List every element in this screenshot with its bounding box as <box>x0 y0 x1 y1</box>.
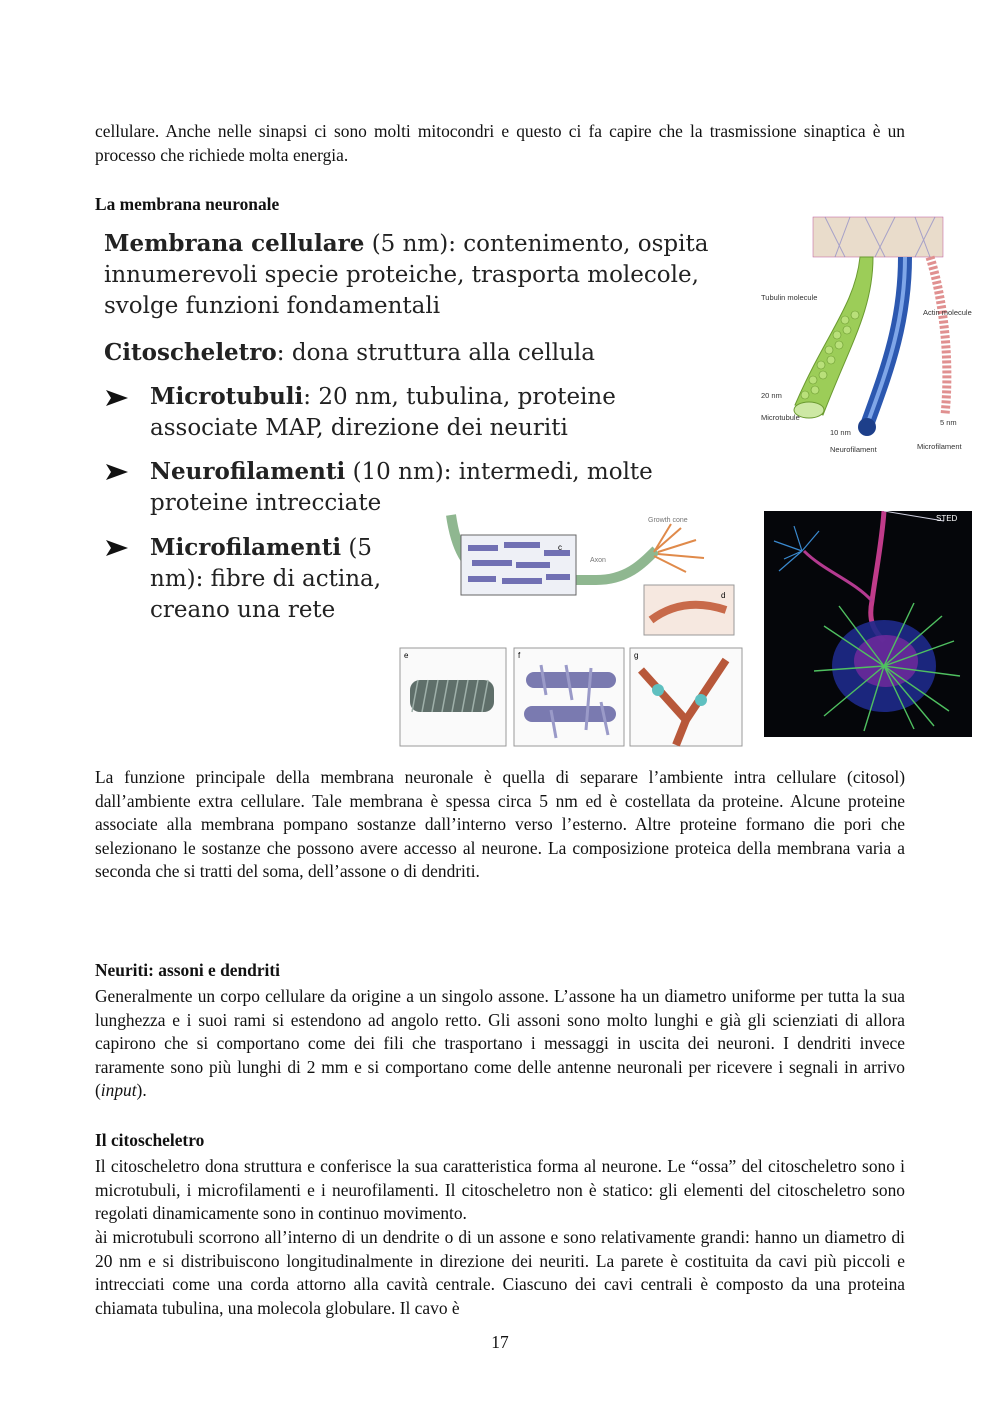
label-g: g <box>634 651 639 660</box>
slide-line1-rest: (5 nm): contenimento, ospita innumerevoli specie proteiche, trasporta molecole, svolge funzioni fondamentali <box>104 231 709 319</box>
slide-line2-bold: Citoscheletro <box>104 339 277 366</box>
bullet-arrow-icon <box>104 538 130 558</box>
bullet-arrow-icon <box>104 388 130 408</box>
citoscheletro-paragraph-2: ài microtubuli scorrono all’interno di un dendrite o di un assone e sono relativamente grandi: hanno un diametro di 20 nm e si distribuiscono longitudinalmente in direzione dei neuriti. La parete è costituita da cavi più piccoli e intrecciati come una corda attorno alla cavità centrale. Ciascuno dei cavi centrali è composto da una proteina chiamata tubulina, una molecola globulare. Il cavo è <box>95 1227 905 1318</box>
label-microtubule: Microtubule <box>761 413 800 422</box>
membrana-paragraph: La funzione principale della membrana neuronale è quella di separare l’ambiente intra cellulare (citosol) dall’ambiente extra cellulare. Tale membrana è spessa circa 5 nm ed è costellata da proteine. Alcune proteine associate alla membrana pompano sostanze dall’interno verso l’esterno. Altre proteine formano die pori che selezionano le sostanze che possono avere accesso al neurone. La composizione proteica della membrana varia a seconda che si tratti del soma, dell’assone o di dendriti. <box>95 767 905 882</box>
label-20nm: 20 nm <box>761 391 782 400</box>
label-e: e <box>404 651 409 660</box>
label-tubulin: Tubulin molecule <box>761 293 818 302</box>
bullet-neurofilamenti-rest: (10 nm): intermedi, molte proteine intrecciate <box>150 459 653 516</box>
label-neurofilament: Neurofilament <box>830 445 877 454</box>
bullet-microfilamenti-rest: (5 nm): fibre di actina, creano una rete <box>150 535 382 623</box>
label-c: c <box>558 543 562 552</box>
sted-microscopy-image <box>764 511 972 737</box>
label-f: f <box>518 651 521 660</box>
label-microfilament: Microfilament <box>917 442 962 451</box>
page-number: 17 <box>491 1332 509 1352</box>
section-heading-citoscheletro: Il citoscheletro <box>95 1130 205 1150</box>
label-d: d <box>721 591 726 600</box>
label-actin: Actin molecule <box>923 308 972 317</box>
bullet-microfilamenti-bold: Microfilamenti <box>150 534 342 561</box>
slide-membrana-text <box>104 228 724 322</box>
label-5nm: 5 nm <box>940 418 957 427</box>
bullet-neurofilamenti-bold: Neurofilamenti <box>150 458 346 485</box>
label-axon: Axon <box>590 557 606 564</box>
neuriti-text: Generalmente un corpo cellulare da origine a un singolo assone. L’assone ha un diametro uniforme per tutta la sua lunghezza e i suoi rami si estendono ad angolo retto. Gli assoni sono molto lunghi e già gli scienziati di allora capirono che si comportano come dei fili che trasportano i messaggi in uscita dei neuroni. I dendriti invece raramente sono più lunghi di 2 mm e si comportano come delle antenne neuronali per ricevere i segnali in arrivo ( <box>95 986 905 1101</box>
section-heading-membrana: La membrana neuronale <box>95 194 280 214</box>
neuriti-paragraph <box>95 985 905 1103</box>
slide-line1-bold: Membrana cellulare <box>104 230 365 257</box>
slide-bullet-microtubuli <box>150 381 710 444</box>
bullet-microtubuli-bold: Microtubuli <box>150 383 304 410</box>
axon-diagram-figure <box>396 510 748 750</box>
neuriti-text-end: ). <box>136 1080 147 1101</box>
slide-line2-rest: : dona struttura alla cellula <box>276 340 595 366</box>
slide-bullet-microfilamenti <box>150 532 410 626</box>
label-growth-cone: Growth cone <box>648 517 688 524</box>
neuriti-italic-input: input <box>100 1080 137 1101</box>
label-sted: STED <box>936 514 958 523</box>
bullet-microtubuli-rest: : 20 nm, tubulina, proteine associate MAP, direzione dei neuriti <box>150 384 616 441</box>
citoscheletro-paragraph-1: Il citoscheletro dona struttura e conferisce la sua caratteristica forma al neurone. Le “ossa” del citoscheletro sono i microtubuli, i microfilamenti e i neurofilamenti. Il citoscheletro non è statico: gli elementi del citoscheletro sono regolati dinamicamente sono in continuo movimento. <box>95 1156 905 1224</box>
cytoskeleton-figure <box>755 215 980 460</box>
intro-paragraph: cellulare. Anche nelle sinapsi ci sono molti mitocondri e questo ci fa capire che la trasmissione sinaptica è un processo che richiede molta energia. <box>95 121 905 165</box>
section-heading-neuriti: Neuriti: assoni e dendriti <box>95 960 281 980</box>
label-10nm: 10 nm <box>830 428 851 437</box>
bullet-arrow-icon <box>104 462 130 482</box>
slide-citoscheletro-line <box>104 337 704 369</box>
